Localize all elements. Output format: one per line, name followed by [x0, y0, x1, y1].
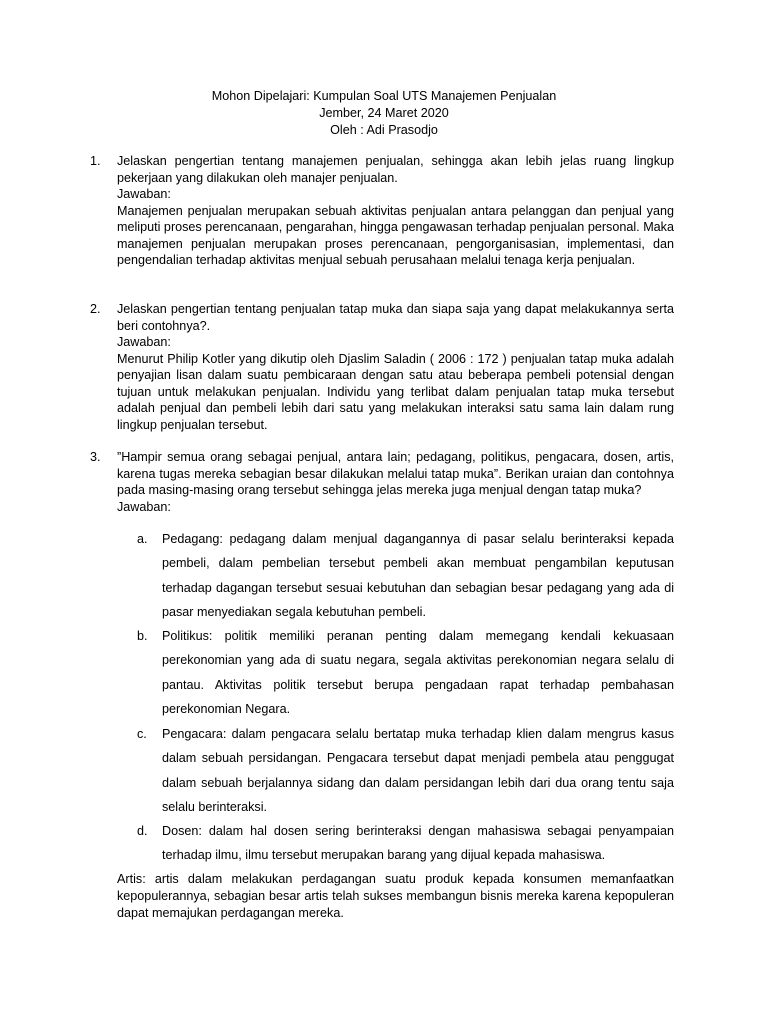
question-text: ”Hampir semua orang sebagai penjual, antara lain; pedagang, politikus, pengacara, dosen, artis, karena tugas mereka sebagian besar dilakukan melalui tatap muka”. Berikan uraian dan contohnya pada masing-masing orang tersebut sehingga jelas mereka juga menjual dengan tatap muka? — [117, 450, 674, 497]
sub-answer-text: Dosen: dalam hal dosen sering berinteraksi dengan mahasiswa sebagai penyampaian terhadap ilmu, ilmu tersebut merupakan barang yang dijual kepada mahasiswa. — [162, 824, 674, 863]
answer-text: Menurut Philip Kotler yang dikutip oleh Djaslim Saladin ( 2006 : 172 ) penjualan tatap muka adalah penyajian lisan dalam suatu pembicaraan dengan satu atau beberapa pembeli potensial dengan tujuan untuk melakukan penjualan. Individu yang terlibat dalam penjualan tatap muka tersebut adalah penjual dan pembeli lebih dari satu yang melakukan interaksi satu sama lain dalam rung lingkup penjualan tersebut. — [117, 351, 674, 432]
sub-answer-letter: d. — [137, 824, 148, 838]
document-title: Mohon Dipelajari: Kumpulan Soal UTS Manajemen Penjualan — [211, 89, 557, 103]
sub-answer-text: Pedagang: pedagang dalam menjual dagangannya di pasar selalu berinteraksi kepada pembeli, dalam pembelian tersebut pembeli akan membuat pengambilan keputusan terhadap dagangan tersebut sesuai kebutuhan dan sebagian besar pedagang yang ada di pasar menyediakan segala kebutuhan pembeli. — [162, 532, 674, 620]
sub-answer-text: Pengacara: dalam pengacara selalu bertatap muka terhadap klien dalam mengrus kasus dalam sebuah persidangan. Pengacara tersebut dapat menjadi pembela atau penggugat dalam sebuah berjalannya sidang dan dalam persidangan lebih dari dua orang tentu saja selalu berinteraksi. — [162, 727, 674, 815]
sub-answer-letter: a. — [137, 532, 148, 546]
answer-label: Jawaban: — [117, 499, 171, 514]
sub-answer-item — [137, 722, 674, 820]
question-text: Jelaskan pengertian tentang penjualan tatap muka dan siapa saja yang dapat melakukannya serta beri contohnya?. — [117, 302, 674, 333]
sub-answer-letter: b. — [137, 629, 148, 643]
sub-answer-letter: c. — [137, 727, 147, 741]
question-number: 1. — [90, 154, 101, 168]
question-item — [90, 301, 674, 433]
question-number: 3. — [90, 450, 101, 464]
question-item — [90, 153, 674, 269]
question-text: Jelaskan pengertian tentang manajemen penjualan, sehingga akan lebih jelas ruang lingkup pekerjaan yang dilakukan oleh manajer penjualan. — [117, 154, 674, 185]
document-header — [0, 88, 768, 139]
answer-label: Jawaban: — [117, 335, 171, 349]
question-number: 2. — [90, 302, 101, 316]
sub-answer-item — [137, 624, 674, 722]
closing-paragraph: Artis: artis dalam melakukan perdagangan suatu produk kepada konsumen memanfaatkan kepopulerannya, sebagian besar artis telah sukses membangun bisnis mereka karena kepopuleran dapat memajukan perdagangan mereka. — [117, 872, 674, 920]
answer-label: Jawaban: — [117, 187, 171, 201]
sub-answer-text: Politikus: politik memiliki peranan penting dalam memegang kendali kekuasaan perekonomian yang ada di suatu negara, segala aktivitas perekonomian negara selalu di pantau. Aktivitas politik tersebut berupa pengadaan rapat terhadap pembahasan perekonomian Negara. — [162, 629, 674, 717]
answer-text: Manajemen penjualan merupakan sebuah aktivitas penjualan antara pelanggan dan penjual yang meliputi proses perencanaan, pengarahan, hingga pengawasan terhadap penjualan personal. Maka manajemen penjualan merupakan proses perencanaan, pengorganisasian, implementasi, dan pengendalian terhadap aktivitas menjual sebuah perusahaan melalui tenaga kerja penjualan. — [117, 203, 674, 267]
question-item — [90, 449, 674, 515]
document-author: Oleh : Adi Prasodjo — [330, 123, 438, 137]
sub-answer-item — [137, 819, 674, 868]
document-date: Jember, 24 Maret 2020 — [319, 106, 449, 120]
sub-answer-item — [137, 527, 674, 625]
